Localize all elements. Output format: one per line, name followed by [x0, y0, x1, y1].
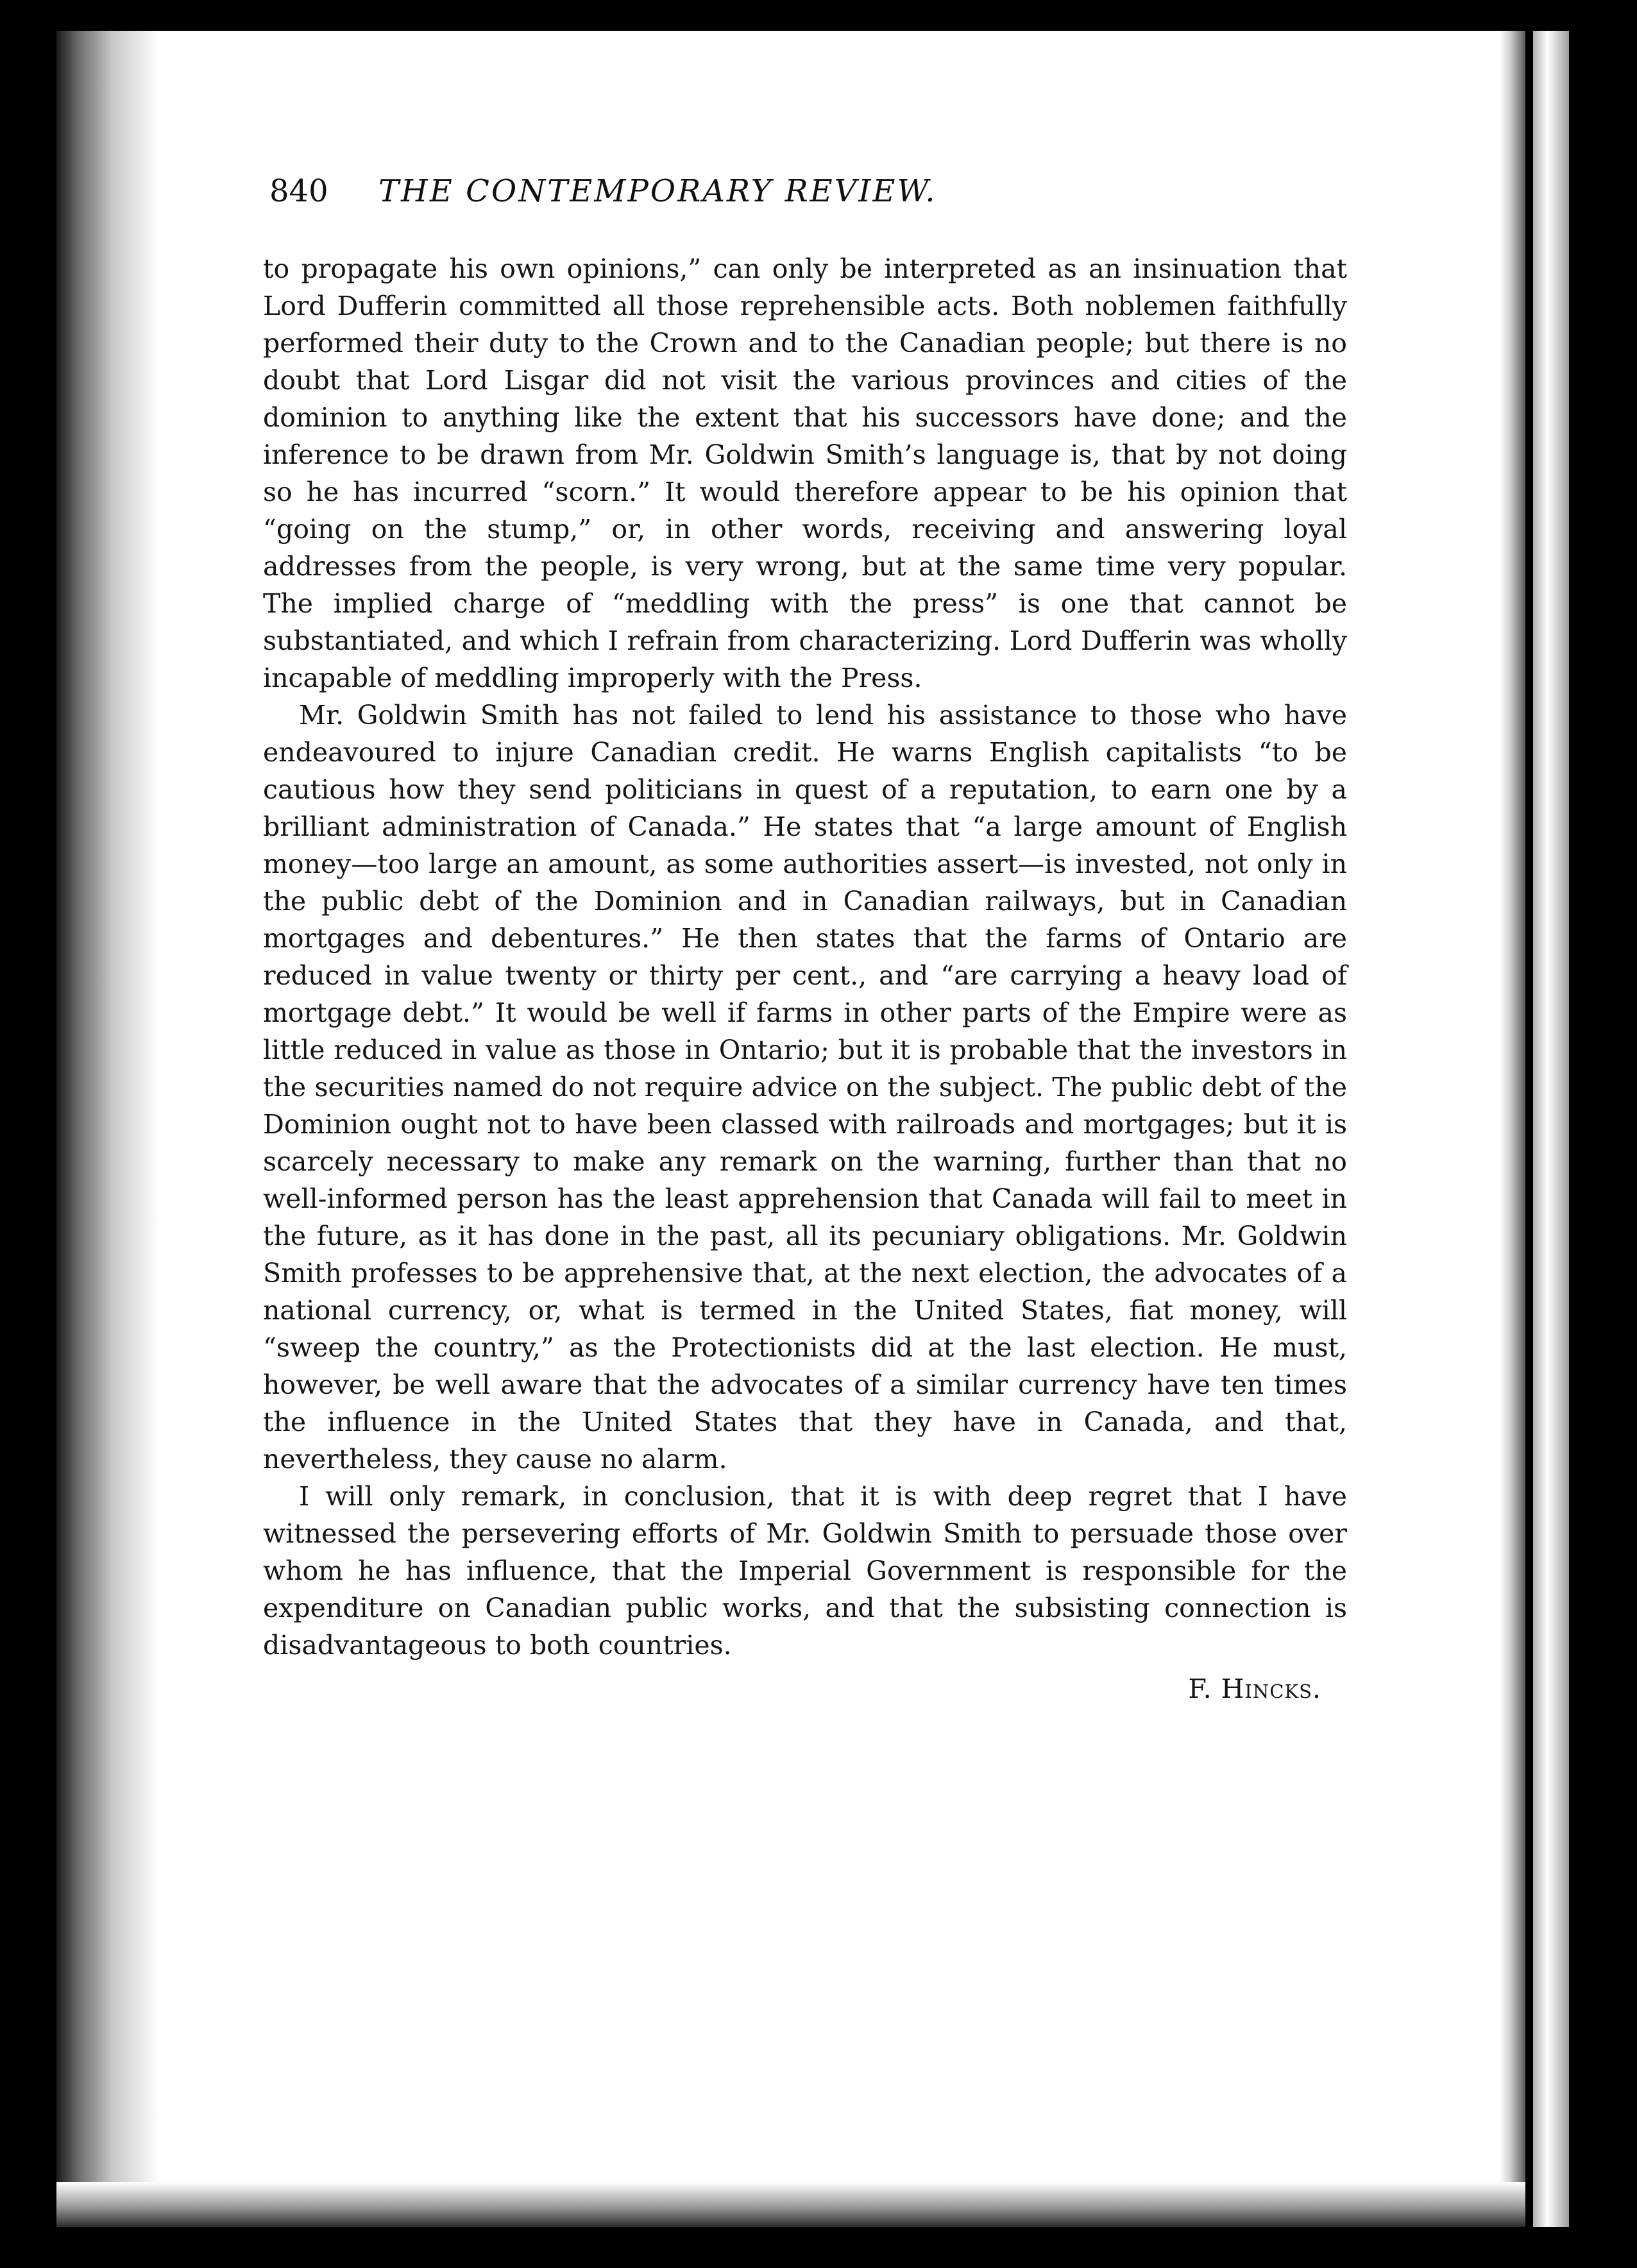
- paragraph-conclusion: I will only remark, in conclusion, that it is with deep regret that I have witnessed the persevering efforts of Mr. Goldwin Smith to persuade those over whom he has influence, that the Imperial Government is responsible for the expenditure on Canadian public works, and that the subsisting connection is disadvantageous to both countries.: [263, 1481, 1347, 1661]
- paragraph-continuation: to propagate his own opinions,” can only be interpreted as an insinuation that Lord Dufferin committed all those reprehensible acts. Both noblemen faithfully performed their duty to the Crown and to the Canadian people; but there is no doubt that Lord Lisgar did not visit the various provinces and cities of the dominion to anything like the extent that his successors have done; and the inference to be drawn from Mr. Goldwin Smith’s language is, that by not doing so he has incurred “scorn.” It would therefore appear to be his opinion that “going on the stump,” or, in other words, receiving and answering loyal addresses from the people, is very wrong, but at the same time very popular. The implied charge of “meddling with the press” is one that cannot be substantiated, and which I refrain from characterizing. Lord Dufferin was wholly incapable of meddling improperly with the Press.: [263, 253, 1347, 693]
- adjacent-page-edge: [1533, 31, 1569, 2227]
- article-body: [263, 250, 1347, 1707]
- running-title: THE CONTEMPORARY REVIEW.: [378, 173, 937, 209]
- page-shadow-right: [1500, 31, 1525, 2227]
- page-shadow-left: [56, 31, 159, 2227]
- page-shadow-bottom: [56, 2182, 1525, 2227]
- paragraph-credit: Mr. Goldwin Smith has not failed to lend his assistance to those who have endeavoured to injure Canadian credit. He warns English capitalists “to be cautious how they send politicians in quest of a reputation, to earn one by a brilliant administration of Canada.” He states that “a large amount of English money—too large an amount, as some authorities assert—is invested, not only in the public debt of the Dominion and in Canadian railways, but in Canadian mortgages and debentures.” He then states that the farms of Ontario are reduced in value twenty or thirty per cent., and “are carrying a heavy load of mortgage debt.” It would be well if farms in other parts of the Empire were as little reduced in value as those in Ontario; but it is probable that the investors in the securities named do not require advice on the subject. The public debt of the Dominion ought not to have been classed with railroads and mortgages; but it is scarcely necessary to make any remark on the warning, further than that no well-informed person has the least apprehension that Canada will fail to meet in the future, as it has done in the past, all its pecuniary obligations. Mr. Goldwin Smith professes to be apprehensive that, at the next election, the advocates of a national currency, or, what is termed in the United States, fiat money, will “sweep the country,” as the Protectionists did at the last election. He must, however, be well aware that the advocates of a similar currency have ten times the influence in the United States that they have in Canada, and that, nevertheless, they cause no alarm.: [263, 700, 1347, 1475]
- author-signature: F. Hincks.: [1188, 1673, 1321, 1704]
- page-number: 840: [269, 173, 328, 209]
- page-header: [269, 173, 1347, 224]
